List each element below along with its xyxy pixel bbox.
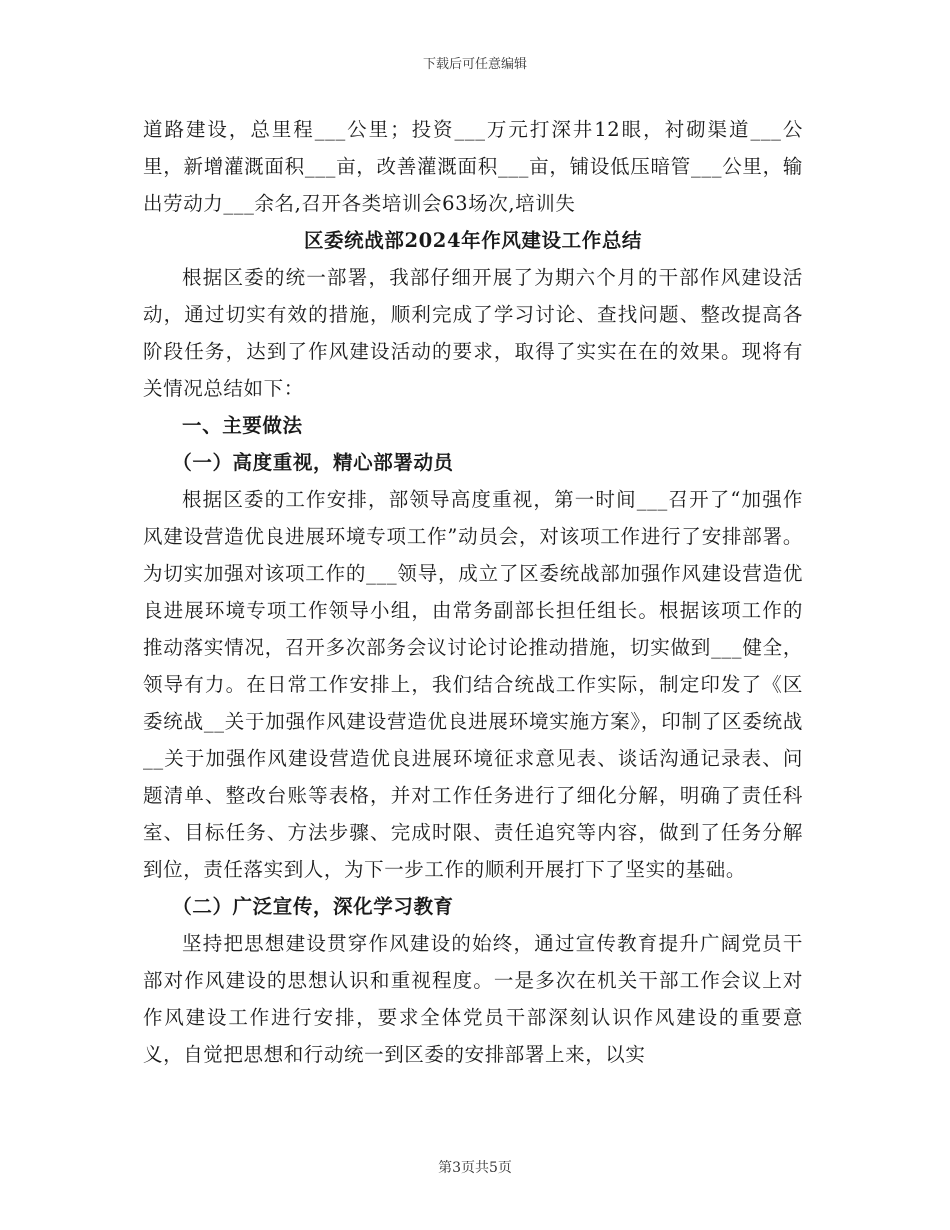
paragraph-deployment: 根据区委的工作安排，部领导高度重视，第一时间___召开了“加强作风建设营造优良进展环境专项工作”动员会，对该项工作进行了安排部署。为切实加强对该项工作的___领导，成立了区委统战部加强作风建设营造优良进展环境专项工作领导小组，由常务副部长担任组长。根据该项工作的推动落实情况，召开多次部务会议讨论讨论推动措施，切实做到___健全，领导有力。在日常工作安排上，我们结合统战工作实际，制定印发了《区委统战__关于加强作风建设营造优良进展环境实施方案》，印制了区委统战__关于加强作风建设营造优良进展环境征求意见表、谈话沟通记录表、问题清单、整改台账等表格，并对工作任务进行了细化分解，明确了责任科室、目标任务、方法步骤、完成时限、责任追究等内容，做到了任务分解到位，责任落实到人，为下一步工作的顺利开展打下了坚实的基础。 <box>143 488 803 881</box>
subsection-heading-1: （一）高度重视，精心部署动员 <box>172 451 454 474</box>
paragraph-education: 坚持把思想建设贯穿作风建设的始终，通过宣传教育提升广阔党员干部对作风建设的思想认识和重视程度。一是多次在机关干部工作会议上对作风建设工作进行安排，要求全体党员干部深刻认识作风建设的重要意义，自觉把思想和行动统一到区委的安排部署上来，以实 <box>143 932 803 1066</box>
section-heading-main-practices: 一、主要做法 <box>182 414 303 437</box>
document-body <box>143 111 803 1073</box>
intro-fragment: 道路建设，总里程___公里；投资___万元打深井12眼，衬砌渠道___公里，新增灌溉面积___亩，改善灌溉面积___亩，铺设低压暗管___公里，输出劳动力___余名,召开各类培训会63场次,培训失 <box>143 118 803 215</box>
page-header: 下载后可任意编辑 <box>422 57 527 72</box>
subsection-heading-2: （二）广泛宣传，深化学习教育 <box>172 895 454 918</box>
page-footer: 第3页共5页 <box>438 1160 512 1176</box>
paragraph-intro: 根据区委的统一部署，我部仔细开展了为期六个月的干部作风建设活动，通过切实有效的措施，顺利完成了学习讨论、查找问题、整改提高各阶段任务，达到了作风建设活动的要求，取得了实实在在的效果。现将有关情况总结如下： <box>143 266 803 400</box>
document-title: 区委统战部2024年作风建设工作总结 <box>303 229 643 252</box>
